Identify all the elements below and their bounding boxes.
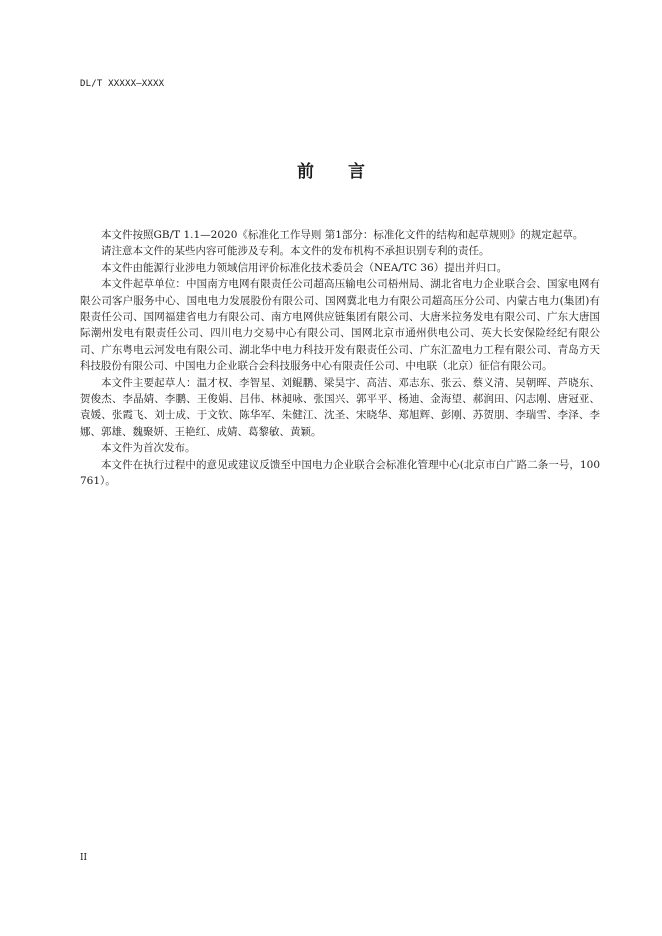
paragraph-standard-basis: 本文件按照GB/T 1.1—2020《标准化工作导则 第1部分：标准化文件的结构和起草规则》的规定起草。 bbox=[101, 229, 584, 241]
page-title bbox=[0, 157, 662, 182]
paragraph-proposer: 本文件由能源行业涉电力领域信用评价标准化技术委员会（NEA/TC 36）提出并归口。 bbox=[101, 261, 508, 274]
page-number: II bbox=[80, 853, 88, 863]
paragraph-drafters: 本文件主要起草人：温才权、李智星、刘鲲鹏、梁昊宇、高洁、邓志东、张云、蔡义清、吴朝晖、芦晓东、贺俊杰、李晶婧、李鹏、王俊娟、吕伟、林昶咏、张国兴、郭平平、杨迪、金海望、郝润田、闪志刚、唐冠亚、袁媛、张霞飞、刘士成、于文钦、陈华军、朱健江、沈圣、宋晓华、郑旭辉、彭刚、苏贺朋、李瑞雪、李泽、李娜、郭雄、魏聚妍、王艳红、成婧、葛黎敏、黄颖。 bbox=[80, 376, 600, 438]
paragraph-first-release: 本文件为首次发布。 bbox=[101, 442, 196, 455]
title-char-1: 前 bbox=[297, 162, 314, 182]
title-char-2: 言 bbox=[348, 162, 365, 182]
foreword-body bbox=[80, 227, 600, 490]
paragraph-patent-notice: 请注意本文件的某些内容可能涉及专利。本文件的发布机构不承担识别专利的责任。 bbox=[101, 245, 490, 258]
paragraph-feedback: 本文件在执行过程中的意见或建议反馈至中国电力企业联合会标准化管理中心(北京市白广路二条一号，100761）。 bbox=[80, 458, 600, 488]
paragraph-drafting-units: 本文件起草单位：中国南方电网有限责任公司超高压输电公司梧州局、湖北省电力企业联合会、国家电网有限公司客户服务中心、国电电力发展股份有限公司、国网冀北电力有限公司超高压分公司、内蒙古电力(集团)有限责任公司、国网福建省电力有限公司、南方电网供应链集团有限公司、大唐米拉务发电有限公司、广东大唐国际潮州发电有限责任公司、四川电力交易中心有限公司、国网北京市通州供电公司、英大长安保险经纪有限公司、广东粤电云河发电有限公司、湖北华中电力科技开发有限责任公司、广东汇盈电力工程有限公司、青岛方天科技股份有限公司、中国电力企业联合会科技服务中心有限责任公司、中电联（北京）征信有限公司。 bbox=[80, 278, 600, 373]
document-code: DL/T XXXXX—XXXX bbox=[80, 79, 165, 89]
